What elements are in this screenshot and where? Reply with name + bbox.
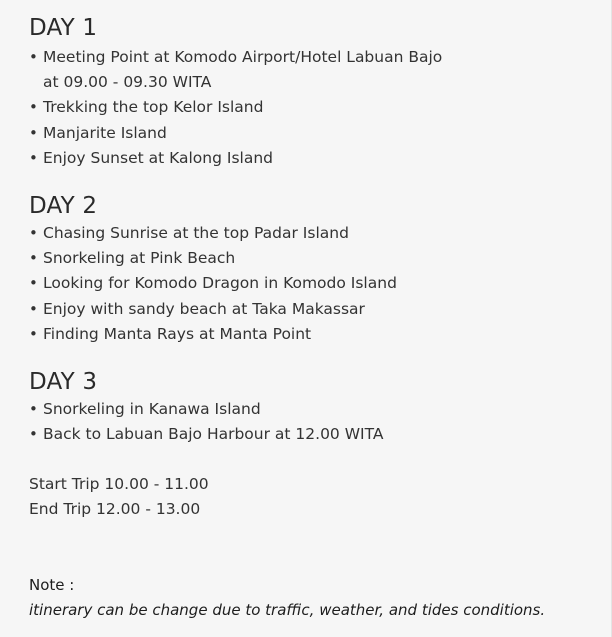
bullet-icon: • [29, 148, 38, 167]
bullet-icon: • [29, 274, 38, 293]
bullet-icon: • [29, 123, 38, 142]
list-item-text-continued: at 09.00 - 09.30 WITA [43, 73, 212, 92]
note-text: itinerary can be change due to traffic, weather, and tides conditions. [29, 601, 546, 619]
list-item-text: Meeting Point at Komodo Airport/Hotel Labuan Bajo [43, 48, 443, 66]
list-item-text: Looking for Komodo Dragon in Komodo Island [43, 274, 397, 293]
list-item-text: Trekking the top Kelor Island [43, 98, 264, 117]
list-item-text: Enjoy with sandy beach at Taka Makassar [43, 299, 365, 318]
list-item-text: Finding Manta Rays at Manta Point [43, 324, 312, 343]
list-item [29, 422, 589, 447]
list-item [29, 322, 589, 347]
list-item [29, 297, 589, 322]
day-1-title: DAY 1 [29, 15, 98, 41]
list-item [29, 397, 589, 422]
bullet-icon: • [29, 299, 38, 318]
list-item [29, 95, 589, 120]
day-2-list [29, 221, 589, 347]
bullet-icon: • [29, 249, 38, 268]
start-trip-time: Start Trip 10.00 - 11.00 [29, 475, 209, 493]
bullet-icon: • [29, 48, 38, 66]
list-item-text: Snorkeling in Kanawa Island [43, 400, 261, 418]
list-item-text: Chasing Sunrise at the top Padar Island [43, 224, 349, 242]
note-label: Note : [29, 576, 75, 594]
list-item-text: Enjoy Sunset at Kalong Island [43, 148, 273, 167]
list-item-text: Back to Labuan Bajo Harbour at 12.00 WITA [43, 425, 384, 444]
day-1-list [29, 45, 589, 171]
bullet-icon: • [29, 324, 38, 343]
list-item [29, 146, 589, 171]
day-3-list [29, 397, 589, 447]
bullet-icon: • [29, 425, 38, 444]
list-item [29, 121, 589, 146]
day-2-title: DAY 2 [29, 193, 98, 219]
bullet-icon: • [29, 400, 38, 418]
list-item-text: Manjarite Island [43, 123, 167, 142]
day-3-title: DAY 3 [29, 369, 98, 395]
list-item [29, 246, 589, 271]
list-item [29, 45, 589, 95]
list-item-text: Snorkeling at Pink Beach [43, 249, 236, 268]
list-item [29, 221, 589, 246]
end-trip-time: End Trip 12.00 - 13.00 [29, 500, 201, 518]
bullet-icon: • [29, 224, 38, 242]
list-item [29, 271, 589, 296]
bullet-icon: • [29, 98, 38, 117]
